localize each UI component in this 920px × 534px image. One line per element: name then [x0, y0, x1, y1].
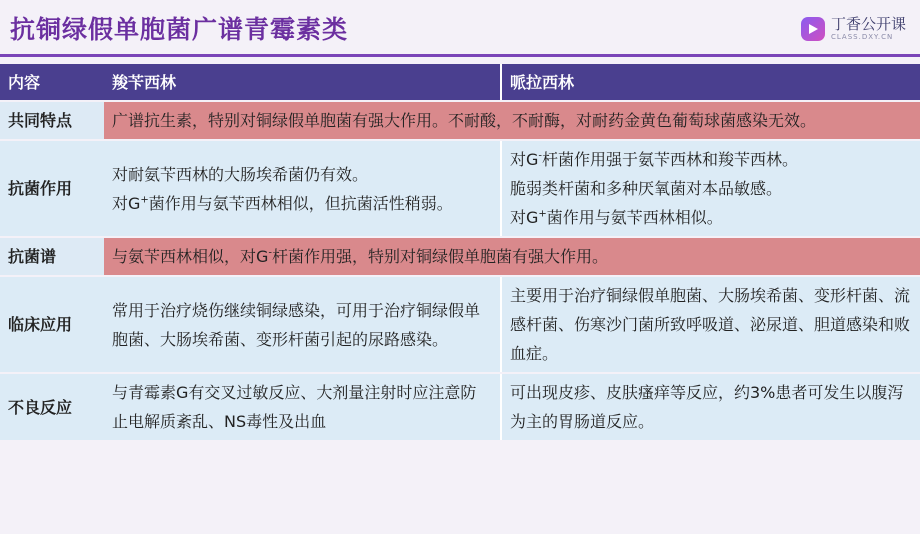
logo-mark-icon: [800, 16, 826, 42]
common-text: 广谱抗生素，特别对铜绿假单胞菌有强大作用。不耐酸，不耐酶，对耐药金黄色葡萄球菌感染无效。: [104, 102, 920, 139]
action-col1-line2: 对G+菌作用与氨苄西林相似，但抗菌活性稍弱。: [112, 193, 453, 213]
clinical-col2: 主要用于治疗铜绿假单胞菌、大肠埃希菌、变形杆菌、流感杆菌、伤寒沙门菌所致呼吸道、泌尿道、胆道感染和败血症。: [500, 277, 920, 372]
brand-logo: [800, 16, 906, 42]
action-col1-line1: 对耐氨苄西林的大肠埃希菌仍有效。: [112, 164, 369, 184]
table-row-spectrum: [0, 238, 920, 275]
header-col2: 哌拉西林: [500, 64, 920, 100]
action-col2-line3: 对G+菌作用与氨苄西林相似。: [510, 208, 723, 227]
spectrum-text: 与氨苄西林相似，对G-杆菌作用强，特别对铜绿假单胞菌有强大作用。: [104, 238, 920, 275]
adverse-col2: 可出现皮疹、皮肤瘙痒等反应，约3%患者可发生以腹泻为主的胃肠道反应。: [500, 374, 920, 440]
row-label-spectrum: 抗菌谱: [0, 238, 104, 275]
row-label-clinical: 临床应用: [0, 277, 104, 372]
logo-text-en: CLASS.DXY.CN: [830, 33, 894, 41]
action-col2-line1: 对G-杆菌作用强于氨苄西林和羧苄西林。: [510, 150, 799, 169]
page-title: 抗铜绿假单胞菌广谱青霉素类: [10, 15, 349, 44]
row-label-common: 共同特点: [0, 102, 104, 139]
adverse-col1: 与青霉素G有交叉过敏反应、大剂量注射时应注意防止电解质紊乱、NS毒性及出血: [104, 374, 500, 440]
action-col2-line2: 脆弱类杆菌和多种厌氧菌对本品敏感。: [510, 179, 783, 198]
action-col2: [500, 141, 920, 236]
table-row-adverse: [0, 374, 920, 440]
table-row-common: [0, 102, 920, 139]
logo-text-cn: 丁香公开课: [830, 15, 906, 33]
table-row-clinical: [0, 277, 920, 372]
title-divider: [0, 54, 920, 57]
clinical-col1: 常用于治疗烧伤继续铜绿感染，可用于治疗铜绿假单胞菌、大肠埃希菌、变形杆菌引起的尿路感染。: [104, 277, 500, 372]
header-col1: 羧苄西林: [104, 64, 500, 100]
row-label-adverse: 不良反应: [0, 374, 104, 440]
comparison-table: [0, 62, 920, 442]
table-row-action: [0, 141, 920, 236]
row-label-action: 抗菌作用: [0, 141, 104, 236]
action-col1: [104, 141, 500, 236]
table-header-row: [0, 64, 920, 100]
header-label: 内容: [0, 64, 104, 100]
